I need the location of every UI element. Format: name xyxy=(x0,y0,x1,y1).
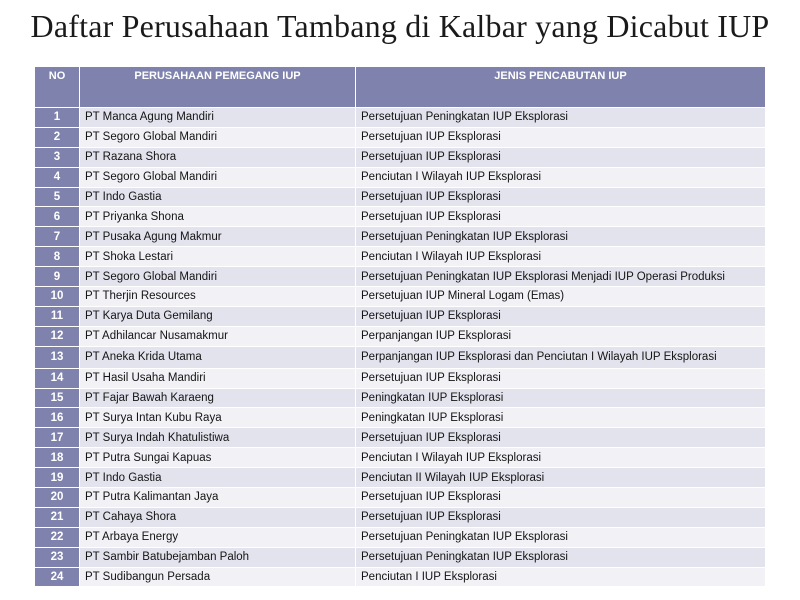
revocation-type-cell: Penciutan I IUP Eksplorasi xyxy=(356,567,766,587)
row-number: 19 xyxy=(35,468,80,488)
slide-title: Daftar Perusahaan Tambang di Kalbar yang Dicabut IUP xyxy=(30,8,770,44)
row-number: 11 xyxy=(35,306,80,326)
row-number: 22 xyxy=(35,527,80,547)
row-number: 13 xyxy=(35,346,80,368)
iup-revocation-table xyxy=(34,66,766,587)
row-number: 14 xyxy=(35,368,80,388)
company-name-cell: PT Putra Sungai Kapuas xyxy=(80,448,356,468)
row-number: 8 xyxy=(35,247,80,267)
revocation-type-cell: Perpanjangan IUP Eksplorasi dan Penciutan I Wilayah IUP Eksplorasi xyxy=(356,346,766,368)
row-number: 5 xyxy=(35,187,80,207)
revocation-type-cell: Persetujuan Peningkatan IUP Eksplorasi xyxy=(356,227,766,247)
row-number: 6 xyxy=(35,207,80,227)
row-number: 9 xyxy=(35,267,80,287)
table-row xyxy=(35,247,766,267)
revocation-type-cell: Persetujuan IUP Eksplorasi xyxy=(356,368,766,388)
revocation-type-cell: Persetujuan Peningkatan IUP Eksplorasi xyxy=(356,547,766,567)
revocation-type-cell: Persetujuan IUP Eksplorasi xyxy=(356,488,766,508)
row-number: 3 xyxy=(35,147,80,167)
row-number: 24 xyxy=(35,567,80,587)
table-row xyxy=(35,507,766,527)
row-number: 12 xyxy=(35,326,80,346)
revocation-type-cell: Persetujuan IUP Eksplorasi xyxy=(356,507,766,527)
revocation-type-cell: Persetujuan IUP Eksplorasi xyxy=(356,147,766,167)
table-row xyxy=(35,187,766,207)
row-number: 23 xyxy=(35,547,80,567)
table-row xyxy=(35,488,766,508)
company-name-cell: PT Aneka Krida Utama xyxy=(80,346,356,368)
revocation-type-cell: Persetujuan IUP Mineral Logam (Emas) xyxy=(356,287,766,307)
table-row xyxy=(35,147,766,167)
row-number: 2 xyxy=(35,127,80,147)
table-row xyxy=(35,326,766,346)
header-company: PERUSAHAAN PEMEGANG IUP xyxy=(80,67,356,108)
company-name-cell: PT Shoka Lestari xyxy=(80,247,356,267)
revocation-type-cell: Penciutan II Wilayah IUP Eksplorasi xyxy=(356,468,766,488)
company-name-cell: PT Hasil Usaha Mandiri xyxy=(80,368,356,388)
revocation-type-cell: Persetujuan IUP Eksplorasi xyxy=(356,187,766,207)
revocation-type-cell: Penciutan I Wilayah IUP Eksplorasi xyxy=(356,247,766,267)
header-no: NO xyxy=(35,67,80,108)
table-row xyxy=(35,267,766,287)
table-row xyxy=(35,346,766,368)
table-body xyxy=(35,108,766,587)
row-number: 18 xyxy=(35,448,80,468)
table-row xyxy=(35,468,766,488)
table-row xyxy=(35,388,766,408)
table-header-row xyxy=(35,67,766,108)
row-number: 4 xyxy=(35,167,80,187)
company-name-cell: PT Cahaya Shora xyxy=(80,507,356,527)
row-number: 7 xyxy=(35,227,80,247)
row-number: 17 xyxy=(35,428,80,448)
revocation-type-cell: Penciutan I Wilayah IUP Eksplorasi xyxy=(356,167,766,187)
row-number: 15 xyxy=(35,388,80,408)
row-number: 20 xyxy=(35,488,80,508)
table-row xyxy=(35,167,766,187)
table-row xyxy=(35,227,766,247)
company-name-cell: PT Surya Intan Kubu Raya xyxy=(80,408,356,428)
company-name-cell: PT Arbaya Energy xyxy=(80,527,356,547)
table-row xyxy=(35,306,766,326)
revocation-type-cell: Penciutan I Wilayah IUP Eksplorasi xyxy=(356,448,766,468)
table-row xyxy=(35,368,766,388)
company-name-cell: PT Razana Shora xyxy=(80,147,356,167)
table-row xyxy=(35,527,766,547)
company-name-cell: PT Manca Agung Mandiri xyxy=(80,108,356,128)
table-row xyxy=(35,428,766,448)
company-name-cell: PT Indo Gastia xyxy=(80,187,356,207)
revocation-type-cell: Persetujuan Peningkatan IUP Eksplorasi xyxy=(356,108,766,128)
company-name-cell: PT Adhilancar Nusamakmur xyxy=(80,326,356,346)
row-number: 21 xyxy=(35,507,80,527)
company-name-cell: PT Karya Duta Gemilang xyxy=(80,306,356,326)
revocation-type-cell: Persetujuan IUP Eksplorasi xyxy=(356,306,766,326)
table-row xyxy=(35,207,766,227)
table-row xyxy=(35,448,766,468)
company-name-cell: PT Fajar Bawah Karaeng xyxy=(80,388,356,408)
row-number: 10 xyxy=(35,287,80,307)
table-row xyxy=(35,547,766,567)
header-revocation-type: JENIS PENCABUTAN IUP xyxy=(356,67,766,108)
revocation-type-cell: Persetujuan IUP Eksplorasi xyxy=(356,127,766,147)
row-number: 16 xyxy=(35,408,80,428)
company-name-cell: PT Surya Indah Khatulistiwa xyxy=(80,428,356,448)
company-name-cell: PT Segoro Global Mandiri xyxy=(80,267,356,287)
company-name-cell: PT Pusaka Agung Makmur xyxy=(80,227,356,247)
company-name-cell: PT Sambir Batubejamban Paloh xyxy=(80,547,356,567)
company-name-cell: PT Indo Gastia xyxy=(80,468,356,488)
company-name-cell: PT Therjin Resources xyxy=(80,287,356,307)
table-row xyxy=(35,127,766,147)
company-name-cell: PT Putra Kalimantan Jaya xyxy=(80,488,356,508)
table-row xyxy=(35,408,766,428)
revocation-type-cell: Persetujuan IUP Eksplorasi xyxy=(356,207,766,227)
revocation-type-cell: Persetujuan Peningkatan IUP Eksplorasi Menjadi IUP Operasi Produksi xyxy=(356,267,766,287)
revocation-type-cell: Persetujuan Peningkatan IUP Eksplorasi xyxy=(356,527,766,547)
company-name-cell: PT Sudibangun Persada xyxy=(80,567,356,587)
table-row xyxy=(35,287,766,307)
company-name-cell: PT Segoro Global Mandiri xyxy=(80,167,356,187)
company-name-cell: PT Priyanka Shona xyxy=(80,207,356,227)
revocation-type-cell: Persetujuan IUP Eksplorasi xyxy=(356,428,766,448)
company-name-cell: PT Segoro Global Mandiri xyxy=(80,127,356,147)
revocation-type-cell: Peningkatan IUP Eksplorasi xyxy=(356,408,766,428)
revocation-type-cell: Peningkatan IUP Eksplorasi xyxy=(356,388,766,408)
row-number: 1 xyxy=(35,108,80,128)
revocation-type-cell: Perpanjangan IUP Eksplorasi xyxy=(356,326,766,346)
table-row xyxy=(35,108,766,128)
table-row xyxy=(35,567,766,587)
